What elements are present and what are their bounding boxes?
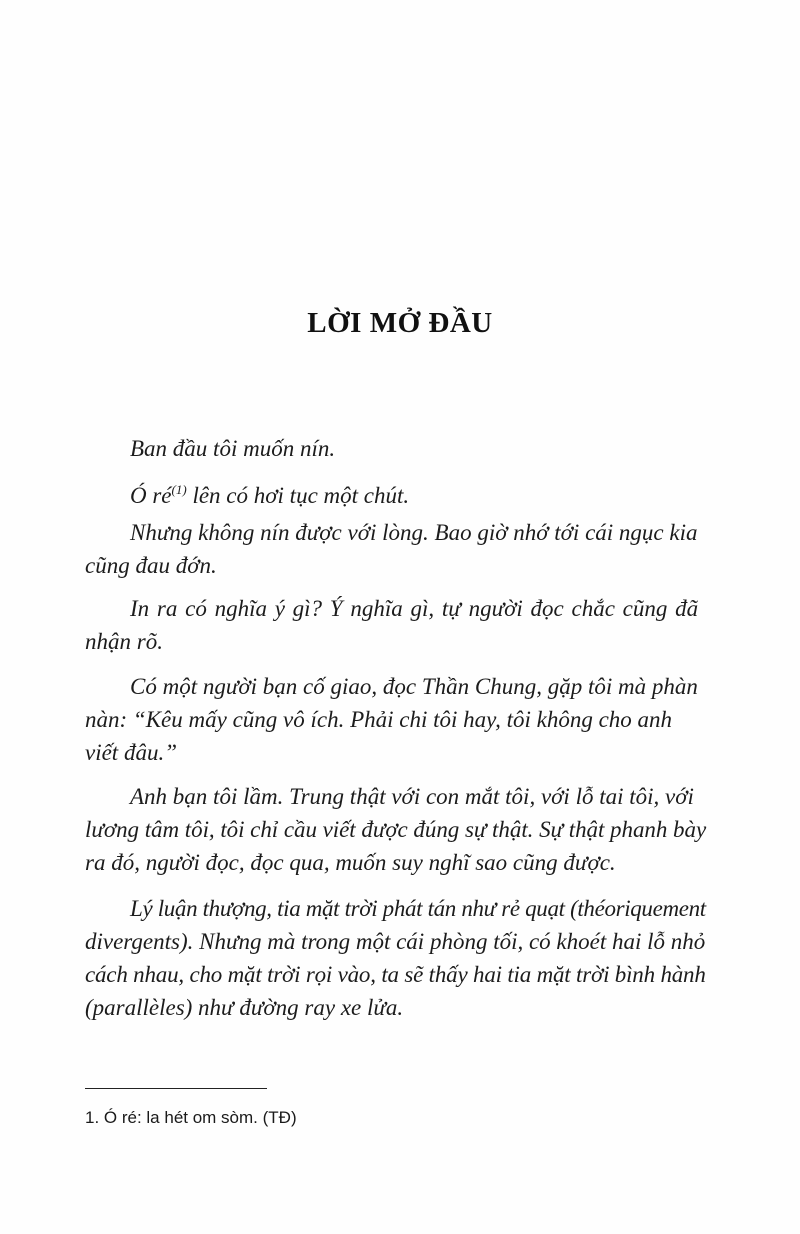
paragraph-6 xyxy=(85,780,707,879)
paragraph-line: Lý luận thượng, tia mặt trời phát tán như rẻ quạt (théoriquement xyxy=(130,896,706,921)
paragraph-line: (parallèles) như đường ray xe lửa. xyxy=(85,995,404,1020)
page-title: LỜI MỞ ĐẦU xyxy=(307,307,493,339)
paragraph-line: nàn: “Kêu mấy cũng vô ích. Phải chi tôi hay, tôi không cho anh xyxy=(85,707,673,732)
footnote-divider xyxy=(85,1088,267,1089)
paragraph-text: lên có hơi tục một chút. xyxy=(186,483,410,508)
paragraph-line: cũng đau đớn. xyxy=(85,553,217,578)
paragraph-2 xyxy=(130,473,706,512)
paragraph-line: Có một người bạn cố giao, đọc Thần Chung, gặp tôi mà phàn xyxy=(130,674,698,699)
paragraph-line: In ra có nghĩa ý gì? Ý nghĩa gì, tự người đọc chắc cũng đã xyxy=(130,596,699,621)
paragraph-line: Anh bạn tôi lầm. Trung thật với con mắt tôi, với lỗ tai tôi, với xyxy=(130,784,694,809)
paragraph-line: cách nhau, cho mặt trời rọi vào, ta sẽ thấy hai tia mặt trời bình hành xyxy=(85,962,706,987)
paragraph-line: ra đó, người đọc, đọc qua, muốn suy nghĩ sao cũng được. xyxy=(85,850,616,875)
paragraph-5 xyxy=(85,670,706,769)
paragraph-line: Nhưng không nín được với lòng. Bao giờ nhớ tới cái ngục kia xyxy=(130,520,698,545)
paragraph-line: lương tâm tôi, tôi chỉ cầu viết được đúng sự thật. Sự thật phanh bày xyxy=(85,817,707,842)
footnote-term: Ó ré xyxy=(130,483,172,508)
paragraph-4 xyxy=(85,592,706,658)
footnote: 1. Ó ré: la hét om sòm. (TĐ) xyxy=(85,1108,297,1127)
footnote-marker[interactable]: (1) xyxy=(171,482,187,497)
paragraph-3 xyxy=(85,516,706,582)
paragraph-line: Ban đầu tôi muốn nín. xyxy=(130,436,336,461)
paragraph-line: nhận rõ. xyxy=(85,629,163,654)
paragraph-line: viết đâu.” xyxy=(85,740,177,765)
paragraph-1 xyxy=(130,432,706,465)
paragraph-7 xyxy=(85,892,706,1024)
paragraph-line: divergents). Nhưng mà trong một cái phòng tối, có khoét hai lỗ nhỏ xyxy=(85,929,706,954)
paragraph-line xyxy=(130,473,706,512)
